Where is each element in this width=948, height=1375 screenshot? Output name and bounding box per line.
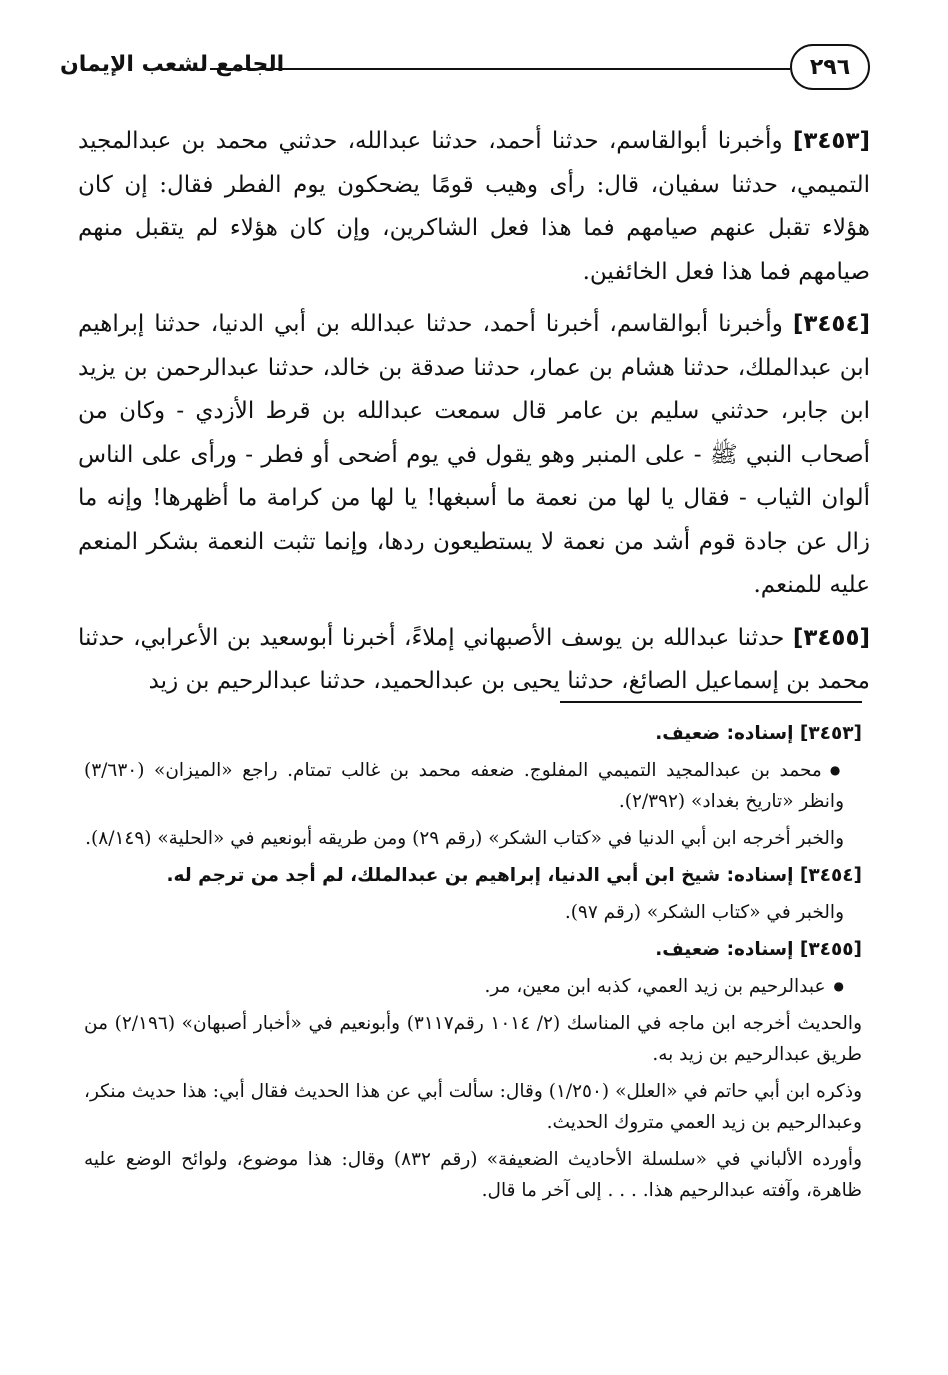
- footnote-text: عبدالرحيم بن زيد العمي، كذبه ابن معين، مر.: [484, 976, 826, 997]
- footnotes: [84, 718, 862, 1212]
- footnote-3453-head: [٣٤٥٣] إسناده: ضعيف.: [655, 723, 862, 744]
- entry-3454: [78, 303, 870, 608]
- main-text: [78, 120, 870, 713]
- bullet-icon: [826, 976, 844, 997]
- bullet-icon: [822, 760, 844, 781]
- footnote-text: محمد بن عبدالمجيد التميمي المفلوج. ضعفه محمد بن غالب تمتام. راجع «الميزان» (٣/٦٣٠) وانظر «تاريخ بغداد» (٢/٣٩٢).: [84, 760, 844, 812]
- footnote-3455-line2: وذكره ابن أبي حاتم في «العلل» (١/٢٥٠) وقال: سألت أبي عن هذا الحديث فقال أبي: هذا حديث منكر، وعبدالرحيم بن زيد العمي متروك الحديث.: [84, 1081, 863, 1133]
- running-title: الجامع لشعب الإيمان: [60, 52, 285, 77]
- entry-text: حدثنا عبدالله بن يوسف الأصبهاني إملاءً، أخبرنا أبوسعيد بن الأعرابي، حدثنا محمد بن إسماعيل الصائغ، حدثنا يحيى بن عبدالحميد، حدثنا عبدالرحيم بن زيد: [78, 624, 870, 694]
- footnote-3455-line1: والحديث أخرجه ابن ماجه في المناسك (٢/ ١٠١٤ رقم٣١١٧) وأبونعيم في «أخبار أصبهان» (٢/١٩٦) من طريق عبدالرحيم بن زيد به.: [84, 1013, 862, 1065]
- footnote-3453-line: والخبر أخرجه ابن أبي الدنيا في «كتاب الشكر» (رقم ٢٩) ومن طريقه أبونعيم في «الحلية» (٨/١٤٩).: [85, 828, 844, 849]
- footnote-3455-head: [٣٤٥٥] إسناده: ضعيف.: [655, 939, 862, 960]
- entry-ref: [٣٤٥٣]: [792, 128, 870, 154]
- entry-text: وأخبرنا أبوالقاسم، حدثنا أحمد، حدثنا عبدالله، حدثني محمد بن عبدالمجيد التميمي، حدثنا سفيان، قال: رأى وهيب قومًا يضحكون يوم الفطر فقال: إن كان هؤلاء تقبل عنهم صيامهم فما هذا فعل الشاكرين، وإن كان هؤلاء لم يتقبل منهم صيامهم فما هذا فعل الخائفين.: [78, 128, 870, 285]
- footnote-3453-bullet: [84, 755, 862, 817]
- footnote-divider: [560, 701, 862, 703]
- header-rule: [210, 68, 790, 70]
- entry-ref: [٣٤٥٤]: [792, 311, 870, 337]
- entry-3455: [78, 617, 870, 704]
- footnote-3455-bullet: [84, 971, 862, 1002]
- entry-ref: [٣٤٥٥]: [792, 624, 870, 651]
- footnote-3454-line: والخبر في «كتاب الشكر» (رقم ٩٧).: [564, 902, 844, 923]
- footnote-3455-line3: وأورده الألباني في «سلسلة الأحاديث الضعيفة» (رقم ٨٣٢) وقال: هذا موضوع، ولوائح الوضع عليه ظاهرة، وآفته عبدالرحيم هذا. . . . إلى آخر ما قال.: [84, 1149, 862, 1201]
- page-number-badge: ٢٩٦: [790, 44, 870, 90]
- page-header: [60, 40, 870, 100]
- entry-text: وأخبرنا أبوالقاسم، أخبرنا أحمد، حدثنا عبدالله بن أبي الدنيا، حدثنا إبراهيم ابن عبدالملك، حدثنا هشام بن عمار، حدثنا صدقة بن خالد، حدثنا عبدالرحمن بن يزيد ابن جابر، حدثني سليم بن عامر قال سمعت عبدالله بن قرط الأزدي - وكان من أصحاب النبي ﷺ - على المنبر وهو يقول في يوم أضحى أو فطر - ورأى على الناس ألوان الثياب - فقال يا لها من نعمة ما أسبغها! يا لها من كرامة ما أظهرها! وإنه ما زال عن جادة قوم أشد من نعمة لا يستطيعون ردها، وإنما تثبت النعمة بشكر المنعم عليه للمنعم.: [78, 311, 870, 598]
- entry-3453: [78, 120, 870, 294]
- footnote-3454-head: [٣٤٥٤] إسناده: شيخ ابن أبي الدنيا، إبراهيم بن عبدالملك، لم أجد من ترجم له.: [166, 865, 862, 886]
